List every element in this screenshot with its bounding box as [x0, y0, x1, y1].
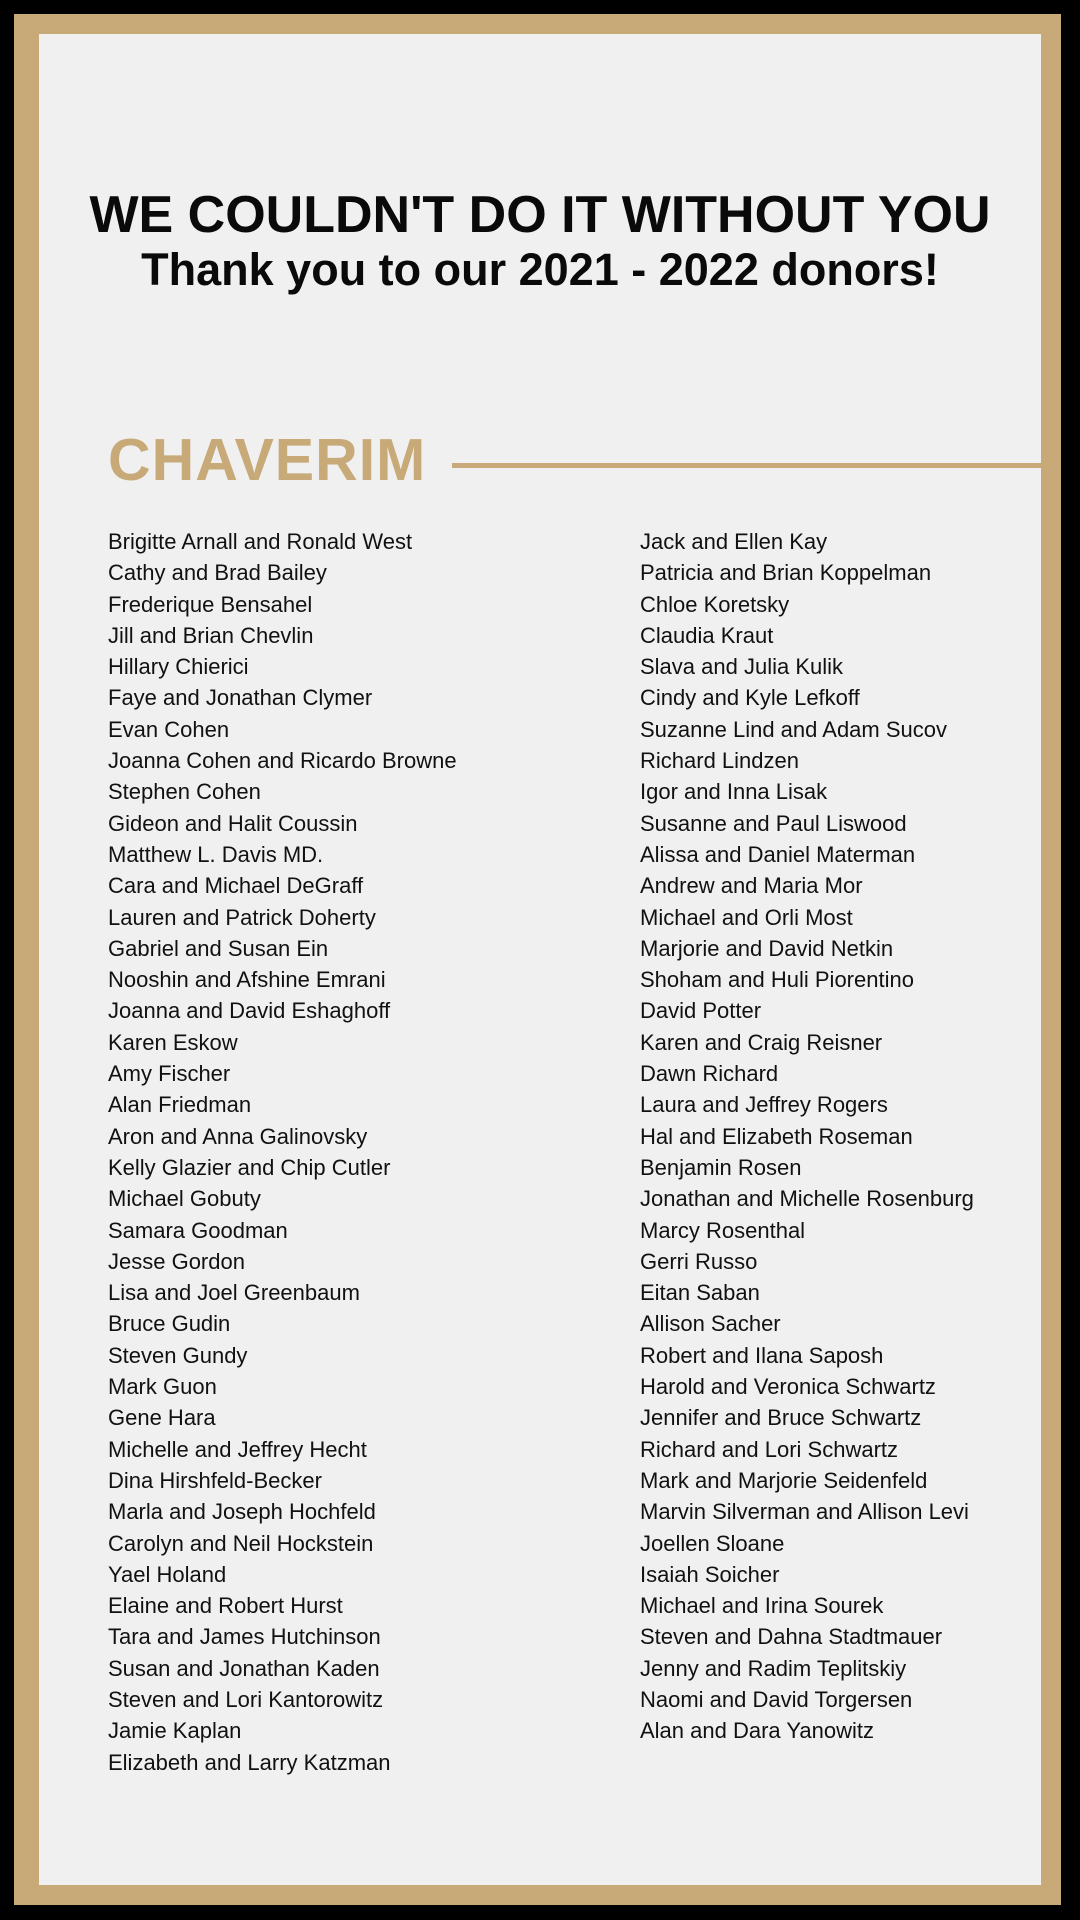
donor-name: Jamie Kaplan	[108, 1718, 242, 1744]
donor-name: Allison Sacher	[640, 1311, 781, 1337]
donor-name: Benjamin Rosen	[640, 1154, 802, 1180]
donor-name: Dina Hirshfeld-Becker	[108, 1467, 322, 1493]
donor-name: Susan and Jonathan Kaden	[108, 1655, 380, 1681]
donor-name: Michelle and Jeffrey Hecht	[108, 1436, 367, 1462]
donor-name: Steven Gundy	[108, 1342, 248, 1368]
donor-name: Marcy Rosenthal	[640, 1217, 806, 1243]
donor-name: Lisa and Joel Greenbaum	[108, 1280, 360, 1306]
donor-name: Carolyn and Neil Hockstein	[108, 1530, 374, 1556]
donor-name: Shoham and Huli Piorentino	[640, 967, 914, 993]
donor-name: Bruce Gudin	[108, 1311, 231, 1337]
section-title: CHAVERIM	[108, 427, 427, 493]
donor-name: Karen and Craig Reisner	[640, 1029, 883, 1055]
donor-card	[39, 34, 1041, 1885]
donor-name: Isaiah Soicher	[640, 1561, 780, 1587]
donor-name: Naomi and David Torgersen	[640, 1686, 913, 1712]
donor-name: Karen Eskow	[108, 1029, 238, 1055]
donor-name: Slava and Julia Kulik	[640, 654, 844, 680]
donor-name: Marvin Silverman and Allison Levi	[640, 1499, 969, 1525]
donor-name: Igor and Inna Lisak	[640, 779, 828, 805]
page-subtitle: Thank you to our 2021 - 2022 donors!	[141, 244, 939, 295]
donor-name: Elaine and Robert Hurst	[108, 1593, 343, 1619]
donor-name: Gerri Russo	[640, 1248, 758, 1274]
donor-name: Robert and Ilana Saposh	[640, 1342, 884, 1368]
donor-name: Jonathan and Michelle Rosenburg	[640, 1186, 974, 1212]
donor-name: Jill and Brian Chevlin	[108, 622, 314, 648]
donor-name: David Potter	[640, 998, 762, 1024]
donor-name: Lauren and Patrick Doherty	[108, 904, 376, 930]
donor-name: Claudia Kraut	[640, 622, 774, 648]
donor-name: Michael Gobuty	[108, 1186, 261, 1212]
donor-name: Stephen Cohen	[108, 779, 261, 805]
donor-name: Richard and Lori Schwartz	[640, 1436, 899, 1462]
donor-name: Jack and Ellen Kay	[640, 529, 828, 554]
donor-name: Michael and Orli Most	[640, 904, 853, 930]
donor-name: Alan Friedman	[108, 1092, 252, 1118]
donor-name: Marjorie and David Netkin	[640, 935, 894, 961]
donor-name: Gabriel and Susan Ein	[108, 935, 329, 961]
donor-name: Alan and Dara Yanowitz	[640, 1718, 874, 1744]
donor-name: Laura and Jeffrey Rogers	[640, 1092, 888, 1118]
donor-name: Andrew and Maria Mor	[640, 873, 863, 899]
donor-name: Mark and Marjorie Seidenfeld	[640, 1467, 928, 1493]
donor-name: Samara Goodman	[108, 1217, 288, 1243]
donor-name: Joellen Sloane	[640, 1530, 785, 1556]
donor-name: Amy Fischer	[108, 1061, 231, 1087]
donor-name: Marla and Joseph Hochfeld	[108, 1499, 376, 1525]
donor-name: Cindy and Kyle Lefkoff	[640, 685, 860, 711]
donor-name: Evan Cohen	[108, 716, 230, 742]
donor-name: Tara and James Hutchinson	[108, 1624, 381, 1650]
donor-name: Cathy and Brad Bailey	[108, 560, 327, 586]
donor-list-left	[108, 526, 457, 1778]
donor-name: Dawn Richard	[640, 1061, 779, 1087]
donor-name: Jesse Gordon	[108, 1248, 245, 1274]
donor-name: Gene Hara	[108, 1405, 216, 1431]
donor-name: Richard Lindzen	[640, 748, 799, 774]
donor-name: Susanne and Paul Liswood	[640, 810, 907, 836]
donor-name: Patricia and Brian Koppelman	[640, 560, 932, 586]
donor-name: Hal and Elizabeth Roseman	[640, 1123, 913, 1149]
section-divider	[452, 463, 1041, 468]
donor-name: Alissa and Daniel Materman	[640, 841, 916, 867]
donor-name: Steven and Dahna Stadtmauer	[640, 1624, 943, 1650]
donor-name: Yael Holand	[108, 1561, 227, 1587]
donor-name: Joanna and David Eshaghoff	[108, 998, 391, 1024]
donor-name: Eitan Saban	[640, 1280, 760, 1306]
donor-name: Jennifer and Bruce Schwartz	[640, 1405, 922, 1431]
donor-name: Matthew L. Davis MD.	[108, 841, 324, 867]
donor-name: Brigitte Arnall and Ronald West	[108, 529, 413, 554]
donor-name: Chloe Koretsky	[640, 591, 790, 617]
donor-name: Frederique Bensahel	[108, 591, 313, 617]
donor-name: Suzanne Lind and Adam Sucov	[640, 716, 948, 742]
donor-name: Joanna Cohen and Ricardo Browne	[108, 748, 457, 774]
donor-name: Aron and Anna Galinovsky	[108, 1123, 368, 1149]
donor-name: Faye and Jonathan Clymer	[108, 685, 373, 711]
donor-name: Kelly Glazier and Chip Cutler	[108, 1154, 391, 1180]
donor-name: Harold and Veronica Schwartz	[640, 1374, 936, 1400]
donor-name: Elizabeth and Larry Katzman	[108, 1749, 391, 1775]
donor-name: Gideon and Halit Coussin	[108, 810, 358, 836]
donor-list-right	[640, 526, 974, 1747]
donor-name: Nooshin and Afshine Emrani	[108, 967, 386, 993]
page-title: WE COULDN'T DO IT WITHOUT YOU	[89, 186, 991, 244]
donor-name: Steven and Lori Kantorowitz	[108, 1686, 384, 1712]
donor-name: Mark Guon	[108, 1374, 217, 1400]
donor-name: Hillary Chierici	[108, 654, 249, 680]
donor-name: Michael and Irina Sourek	[640, 1593, 884, 1619]
donor-name: Cara and Michael DeGraff	[108, 873, 364, 899]
donor-name: Jenny and Radim Teplitskiy	[640, 1655, 907, 1681]
